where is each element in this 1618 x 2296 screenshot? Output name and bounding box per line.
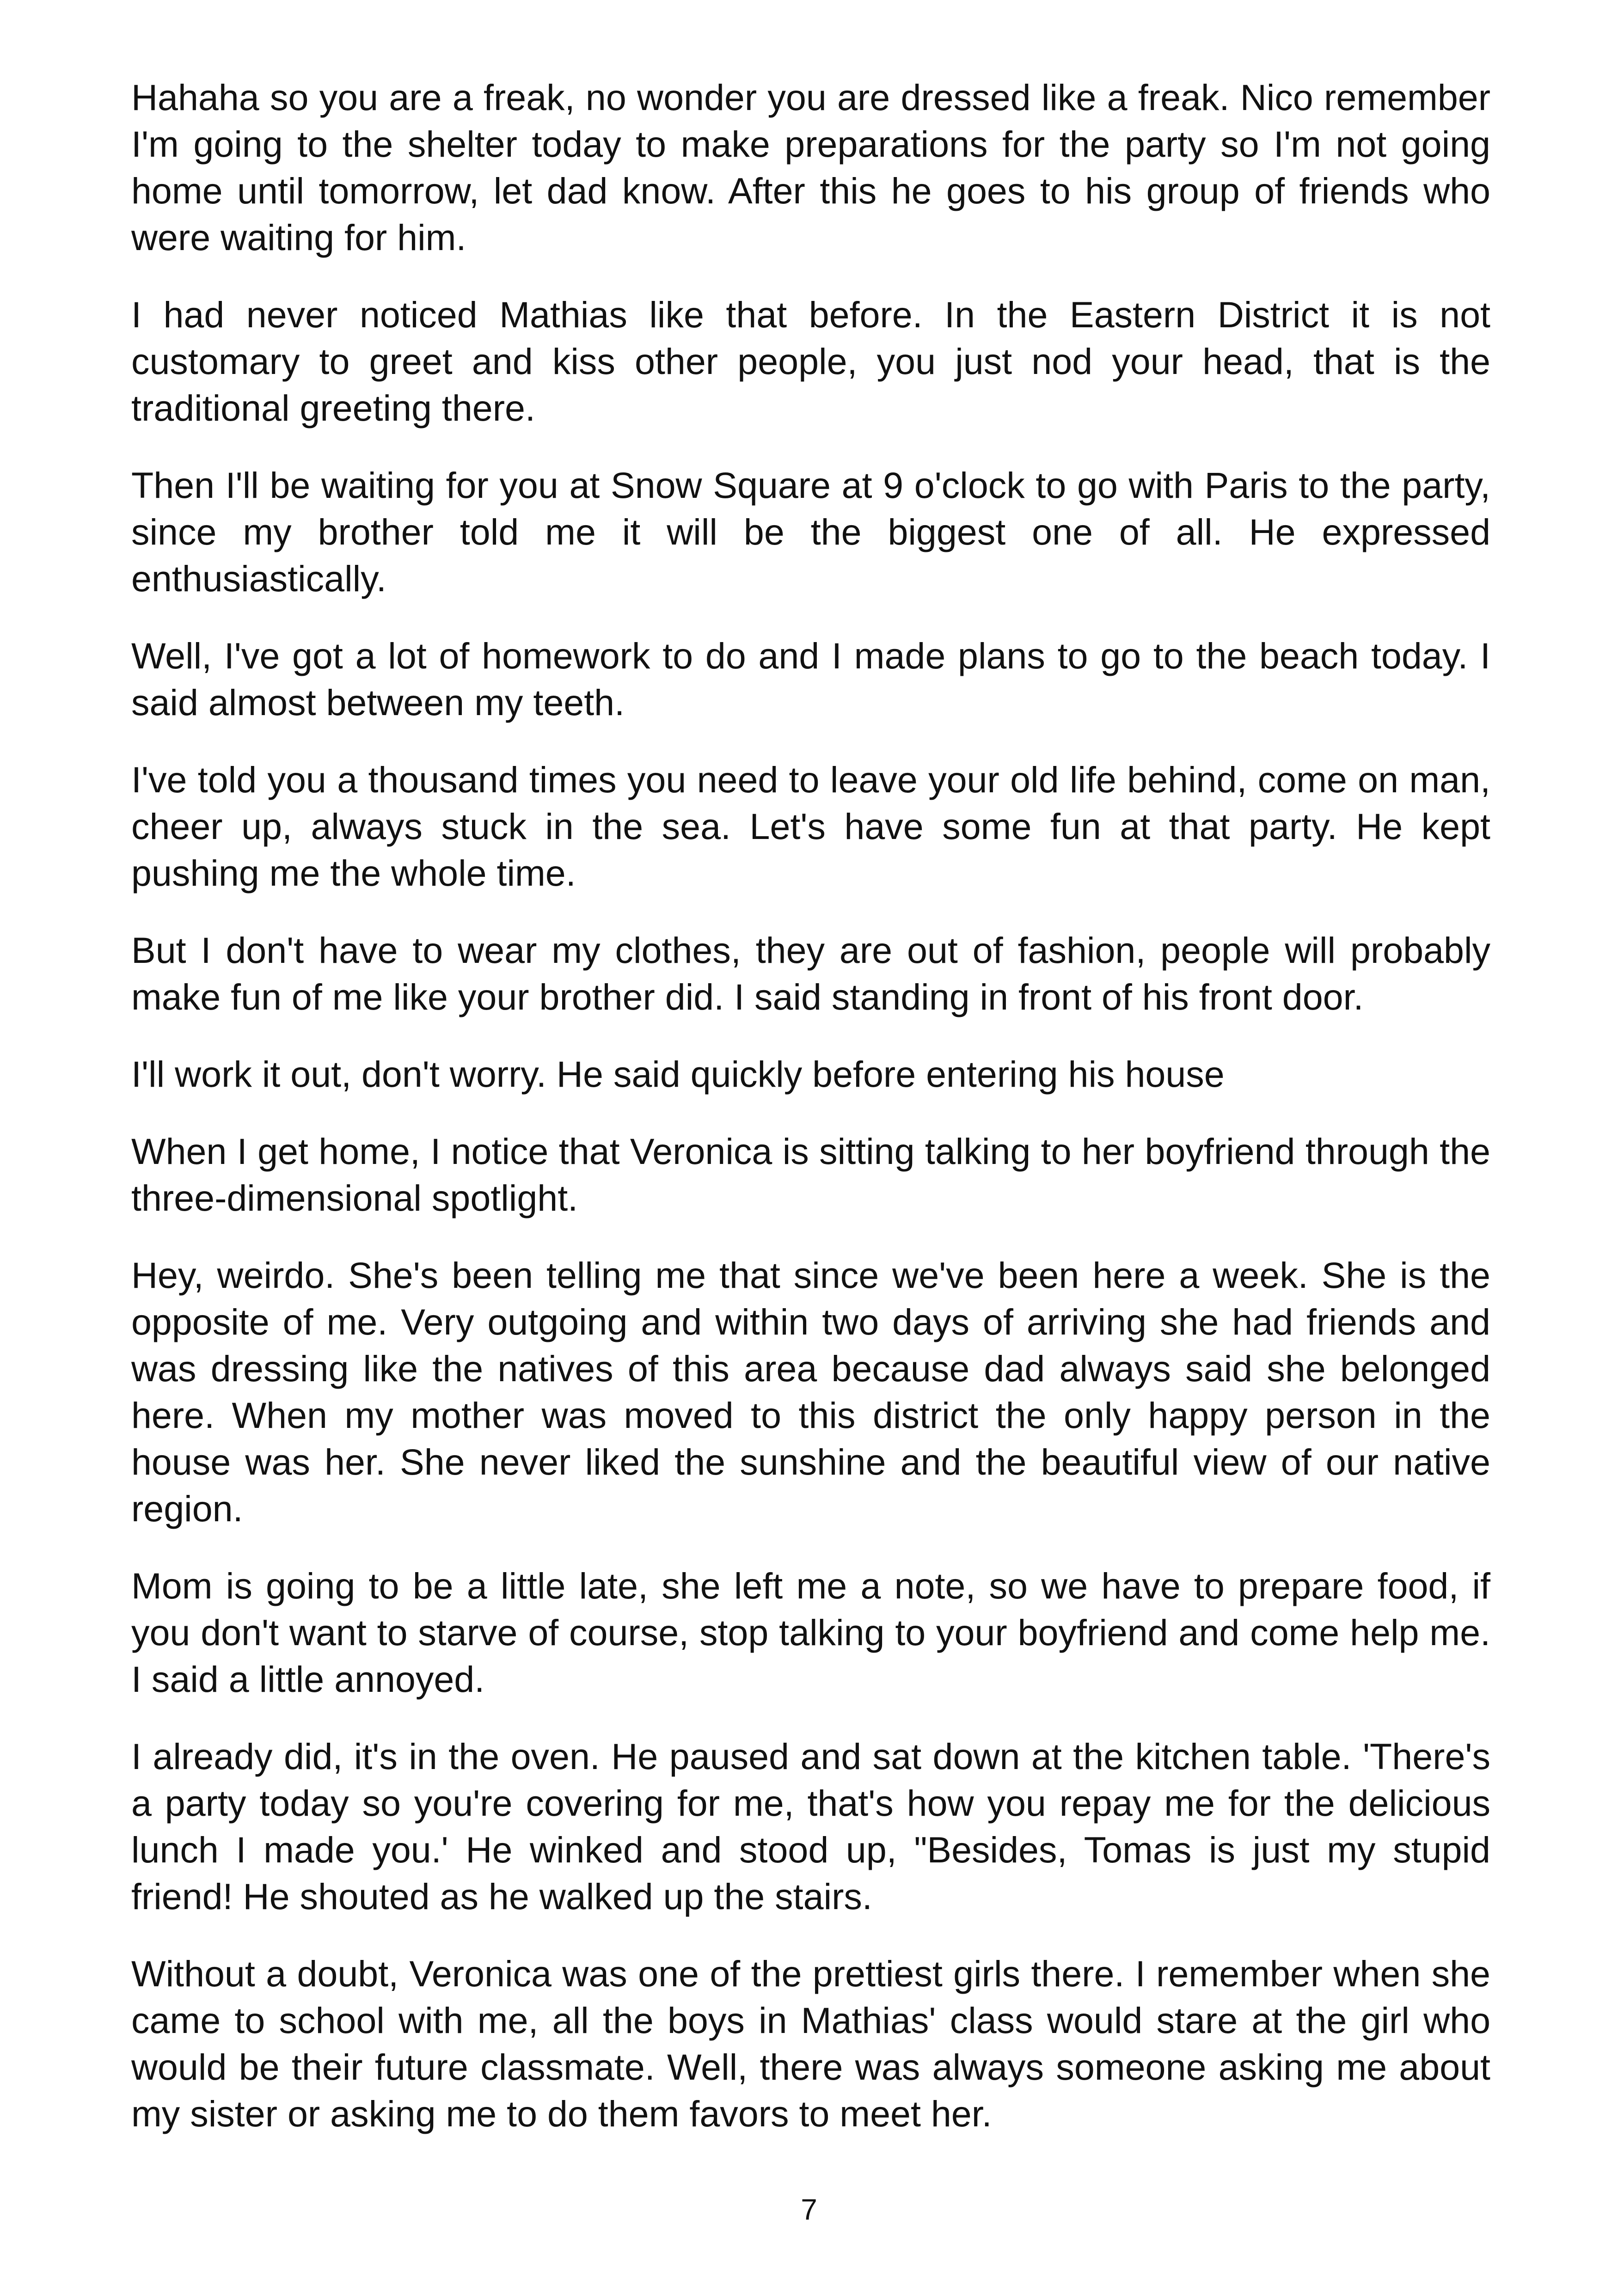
page-number: 7 <box>801 2193 817 2226</box>
paragraph-9: Hey, weirdo. She's been telling me that since we've been here a week. She is the opposite of me. Very outgoing and within two days of arriving she had friends and was dressing like the natives of this area because dad always said she belonged here. When my mother was moved to this district the only happy person in the house was her. She never liked the sunshine and the beautiful view of our native region. <box>131 1255 1490 1529</box>
document-body <box>131 74 1490 2137</box>
paragraph-1: Hahaha so you are a freak, no wonder you are dressed like a freak. Nico remember I'm going to the shelter today to make preparations for the party so I'm not going home until tomorrow, let dad know. After this he goes to his group of friends who were waiting for him. <box>131 77 1490 258</box>
paragraph-5: I've told you a thousand times you need to leave your old life behind, come on man, cheer up, always stuck in the sea. Let's have some fun at that party. He kept pushing me the whole time. <box>131 759 1490 894</box>
paragraph-4: Well, I've got a lot of homework to do and I made plans to go to the beach today. I said almost between my teeth. <box>131 635 1490 723</box>
paragraph-6: But I don't have to wear my clothes, they are out of fashion, people will probably make fun of me like your brother did. I said standing in front of his front door. <box>131 930 1490 1017</box>
paragraph-12: Without a doubt, Veronica was one of the prettiest girls there. I remember when she came to school with me, all the boys in Mathias' class would stare at the girl who would be their future classmate. Well, there was always someone asking me about my sister or asking me to do them favors to meet her. <box>131 1953 1490 2134</box>
paragraph-7: I'll work it out, don't worry. He said quickly before entering his house <box>131 1053 1225 1095</box>
paragraph-11: I already did, it's in the oven. He paused and sat down at the kitchen table. 'There's a party today so you're covering for me, that's how you repay me for the delicious lunch I made you.' He winked and stood up, "Besides, Tomas is just my stupid friend! He shouted as he walked up the stairs. <box>131 1736 1490 1917</box>
paragraph-10: Mom is going to be a little late, she left me a note, so we have to prepare food, if you don't want to starve of course, stop talking to your boyfriend and come help me. I said a little annoyed. <box>131 1565 1490 1700</box>
paragraph-2: I had never noticed Mathias like that before. In the Eastern District it is not customary to greet and kiss other people, you just nod your head, that is the traditional greeting there. <box>131 294 1490 429</box>
paragraph-8: When I get home, I notice that Veronica is sitting talking to her boyfriend through the three-dimensional spotlight. <box>131 1131 1490 1218</box>
paragraph-3: Then I'll be waiting for you at Snow Square at 9 o'clock to go with Paris to the party, since my brother told me it will be the biggest one of all. He expressed enthusiastically. <box>131 465 1490 599</box>
